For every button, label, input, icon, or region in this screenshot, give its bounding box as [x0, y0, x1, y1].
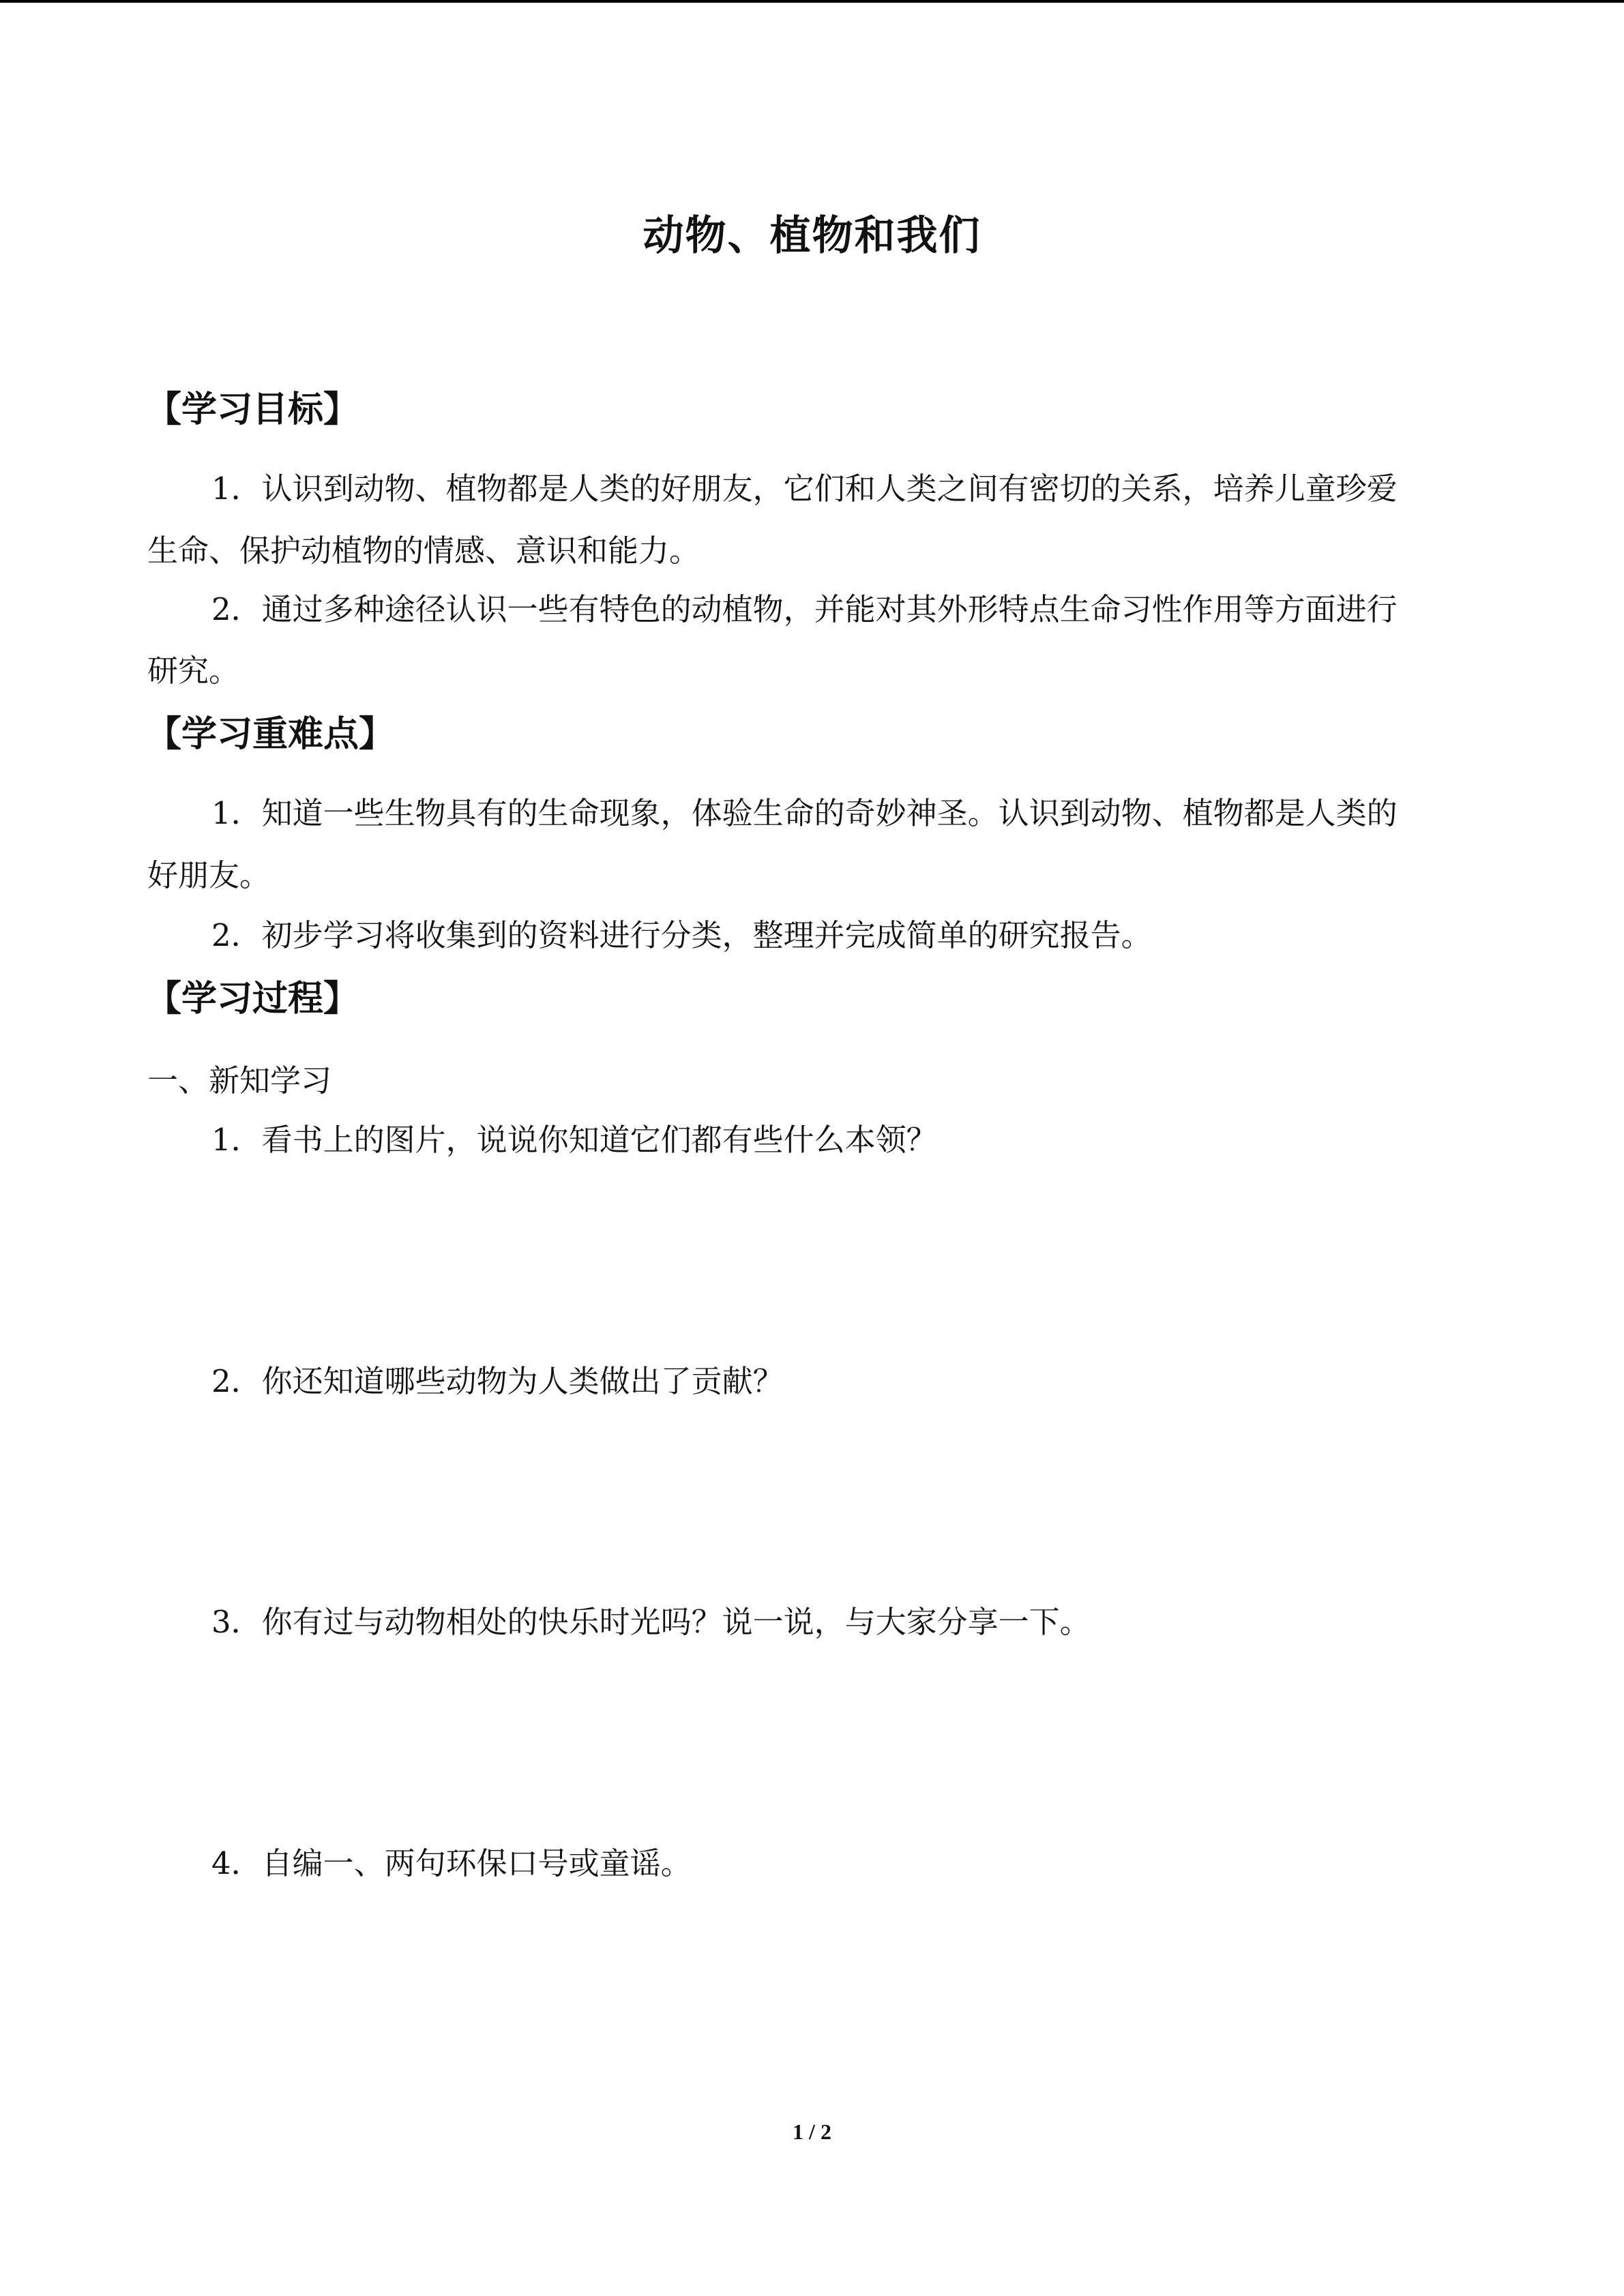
- page-title: 动物、植物和我们: [643, 212, 981, 260]
- question-3: 3．你有过与动物相处的快乐时光吗？说一说，与大家分享一下。: [211, 1604, 1091, 1640]
- key-point-2-line-1: 2．初步学习将收集到的资料进行分类，整理并完成简单的研究报告。: [211, 917, 1152, 953]
- objective-2-line-1: 2．通过多种途径认识一些有特色的动植物，并能对其外形特点生命习性作用等方面进行: [211, 591, 1398, 627]
- objective-1-line-2: 生命、保护动植物的情感、意识和能力。: [147, 533, 700, 569]
- question-4: 4．自编一、两句环保口号或童谣。: [211, 1845, 692, 1881]
- key-points-heading: 【学习重难点】: [146, 714, 395, 755]
- question-1: 1．看书上的图片，说说你知道它们都有些什么本领？: [211, 1122, 937, 1158]
- process-subheading: 一、新知学习: [147, 1062, 332, 1099]
- objective-1-line-1: 1．认识到动物、植物都是人类的好朋友，它们和人类之间有密切的关系，培养儿童珍爱: [211, 471, 1398, 507]
- page-number: 1 / 2: [793, 2119, 831, 2144]
- key-point-1-line-1: 1．知道一些生物具有的生命现象，体验生命的奇妙神圣。认识到动物、植物都是人类的: [211, 795, 1398, 831]
- key-point-1-line-2: 好朋友。: [147, 857, 271, 893]
- question-2: 2．你还知道哪些动物为人类做出了贡献？: [211, 1363, 784, 1399]
- objectives-heading: 【学习目标】: [146, 389, 359, 430]
- objective-2-line-2: 研究。: [147, 653, 240, 689]
- top-border-line: [0, 0, 1624, 3]
- process-heading: 【学习过程】: [146, 979, 359, 1019]
